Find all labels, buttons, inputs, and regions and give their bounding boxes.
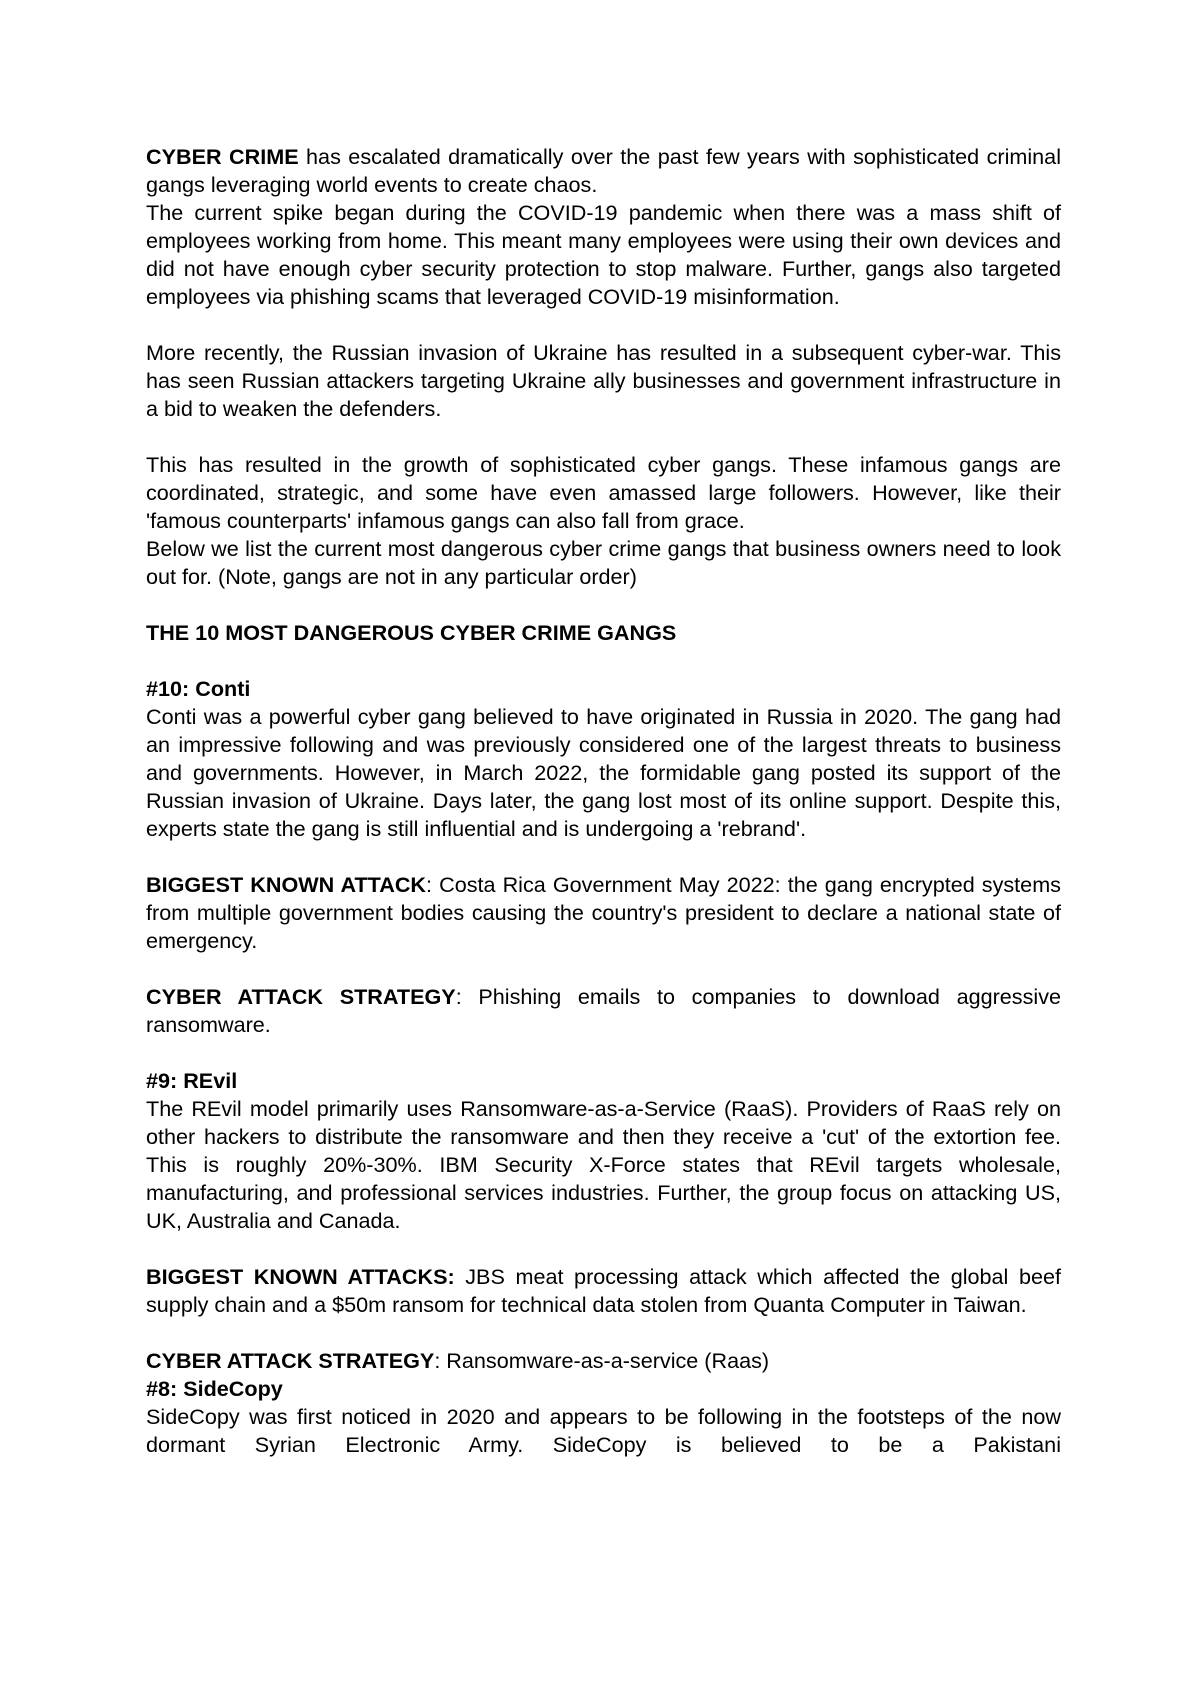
gang-heading-text: #8: SideCopy [146, 1376, 283, 1401]
list-title [146, 619, 1061, 647]
strategy-text: : Phishing emails to companies to download aggressive ransomware. [146, 984, 1062, 1037]
gang-heading-revil [146, 1067, 1061, 1095]
list-title-text: THE 10 MOST DANGEROUS CYBER CRIME GANGS [146, 620, 677, 645]
gang-heading-conti [146, 675, 1061, 703]
gang-heading-text: #9: REvil [146, 1068, 238, 1093]
gang-attack-conti [146, 871, 1061, 955]
strategy-label: CYBER ATTACK STRATEGY [146, 984, 456, 1009]
intro-paragraph-1 [146, 143, 1061, 199]
intro-lead: CYBER CRIME [146, 144, 299, 169]
attack-label: BIGGEST KNOWN ATTACK [146, 872, 427, 897]
gang-strategy-revil [146, 1347, 1061, 1375]
attack-label: BIGGEST KNOWN ATTACKS: [146, 1264, 455, 1289]
gang-heading-text: #10: Conti [146, 676, 251, 701]
strategy-label: CYBER ATTACK STRATEGY [146, 1348, 435, 1373]
document-page [146, 143, 1061, 1459]
gang-attack-revil [146, 1263, 1061, 1319]
gang-description-conti: Conti was a powerful cyber gang believed to have originated in Russia in 2020. The gang had an impressive following and was previously considered one of the largest threats to business and governments. However, in March 2022, the formidable gang posted its support of the Russian invasion of Ukraine. Days later, the gang lost most of its online support. Despite this, experts state the gang is still influential and is undergoing a 'rebrand'. [146, 704, 1061, 841]
gang-description-sidecopy: SideCopy was first noticed in 2020 and appears to be following in the footsteps of the now dormant Syrian Electronic Army. SideCopy is believed to be a Pakistani [146, 1404, 1061, 1457]
intro-paragraph-5: Below we list the current most dangerous cyber crime gangs that business owners need to look out for. (Note, gangs are not in any particular order) [146, 536, 1061, 589]
intro-paragraph-4: This has resulted in the growth of sophisticated cyber gangs. These infamous gangs are coordinated, strategic, and some have even amassed large followers. However, like their 'famous counterparts' infamous gangs can also fall from grace. [146, 452, 1061, 533]
gang-description-revil: The REvil model primarily uses Ransomware-as-a-Service (RaaS). Providers of RaaS rely on other hackers to distribute the ransomware and then they receive a 'cut' of the extortion fee. This is roughly 20%-30%. IBM Security X-Force states that REvil targets wholesale, manufacturing, and professional services industries. Further, the group focus on attacking US, UK, Australia and Canada. [146, 1096, 1061, 1233]
intro-paragraph-1-text: has escalated dramatically over the past few years with sophisticated criminal gangs leveraging world events to create chaos. [146, 144, 1061, 197]
intro-paragraph-3: More recently, the Russian invasion of Ukraine has resulted in a subsequent cyber-war. This has seen Russian attackers targeting Ukraine ally businesses and government infrastructure in a bid to weaken the defenders. [146, 340, 1061, 421]
gang-strategy-conti [146, 983, 1061, 1039]
strategy-text: : Ransomware-as-a-service (Raas) [434, 1348, 770, 1373]
intro-paragraph-2: The current spike began during the COVID-19 pandemic when there was a mass shift of employees working from home. This meant many employees were using their own devices and did not have enough cyber security protection to stop malware. Further, gangs also targeted employees via phishing scams that leveraged COVID-19 misinformation. [146, 200, 1061, 309]
gang-heading-sidecopy [146, 1375, 1061, 1403]
attack-text: : Costa Rica Government May 2022: the gang encrypted systems from multiple government bodies causing the country's president to declare a national state of emergency. [146, 872, 1061, 953]
attack-text: JBS meat processing attack which affected the global beef supply chain and a $50m ransom for technical data stolen from Quanta Computer in Taiwan. [146, 1264, 1061, 1317]
